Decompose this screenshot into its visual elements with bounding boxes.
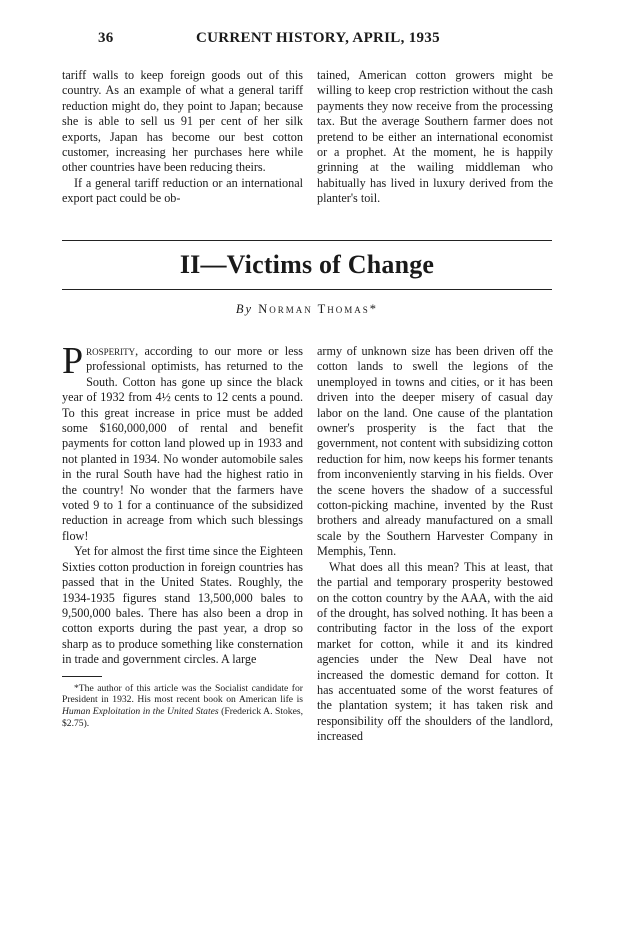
previous-article-paragraph: If a general tariff reduction or an international export pact could be ob- — [62, 175, 303, 206]
publication-title: CURRENT HISTORY, APRIL, 1935 — [196, 30, 440, 46]
article-paragraph: What does all this mean? This at least, that the partial and temporary prosperity bestowed on the cotton country by the AAA, with the aid of the drought, has solved nothing. It has been a contributing factor in the loss of the export market for cotton, while it and its kindred agencies under the New Deal have not increased the domestic demand for cotton. It has accentuated some of the worst features of the plantation system; it has taken risk and responsibility off the shoulders of the landlord, increased — [317, 559, 553, 744]
article-title: II—Victims of Change — [179, 250, 435, 279]
paragraph-text: according to our more or less professional optimists, has returned to the South. Cotton has gone up since the black year of 1932 from 4½ cents to 12 cents a pound. To this great increase in price must be added some $160,000,000 of rental and benefit payments for cotton land plowed up in 1933 and not planted in 1934. No wonder automobile sales in the rural South have had the highest ratio in the country! No wonder that the farmers have voted 9 to 1 for a continuance of the subsidized reduction in acreage from which such blessings flow! — [62, 344, 303, 543]
section-divider — [62, 240, 552, 241]
article-right-column — [317, 344, 553, 745]
drop-cap: P — [62, 340, 84, 382]
footnote-text: (Frederick A. Stokes, $2.75). — [62, 706, 303, 729]
previous-article-left-column — [62, 68, 303, 207]
book-title: Human Exploitation in the United States — [62, 706, 219, 718]
page-number: 36 — [98, 30, 114, 46]
byline — [62, 302, 552, 317]
previous-article-paragraph: tariff walls to keep foreign goods out of this country. As an example of what a general tariff reduction might do, they point to Japan; because she is able to sell us 91 per cent of her silk exports, Japan has become our best cotton customer, increasing her purchases here while other countries have been reducing theirs. — [62, 68, 303, 175]
byline-by: By — [235, 302, 254, 316]
footnote — [62, 683, 303, 730]
article-paragraph — [62, 340, 303, 544]
lead-word: rosperity, — [86, 344, 139, 358]
footnote-divider — [62, 676, 102, 677]
article-paragraph: Yet for almost the first time since the Eighteen Sixties cotton production in foreign countries has passed that in the United States. Roughly, the 1934-1935 figures stand 13,500,000 bales to 9,500,000 bales. There has also been a drop in cotton exports during the past year, a drop so sharp as to produce something like consternation in trade and government circles. A large — [62, 544, 303, 667]
article-paragraph: army of unknown size has been driven off the cotton lands to swell the legions of the unemployed in towns and cities, or it has been driven into the deeper misery of casual day labor on the land. One cause of the plantation owner's prosperity is the fact that the government, not content with subsidizing cotton reduction for him, now keeps his former tenants from inconveniently starving in his fields. Over the scene hovers the shadow of a successful cotton-picking machine, invented by the Rust brothers and already manufactured on a small scale by the Southern Harvester Company in Memphis, Tenn. — [317, 344, 553, 559]
footnote-text: *The author of this article was the Socialist candidate for President in 1932. His most recent book on American life is — [62, 682, 303, 706]
author-name: Norman Thomas* — [258, 302, 379, 316]
previous-article-right-column — [317, 68, 553, 207]
title-divider — [62, 289, 552, 290]
previous-article-paragraph: tained, American cotton growers might be willing to keep crop restriction without the cash payments they now receive from the processing tax. But the average Southern farmer does not pretend to be either an international economist or a prophet. At the moment, he is happily grinning at the wailing middleman who habitually has lived in luxury derived from the planter's toil. — [317, 68, 553, 206]
article-left-column — [62, 340, 303, 730]
